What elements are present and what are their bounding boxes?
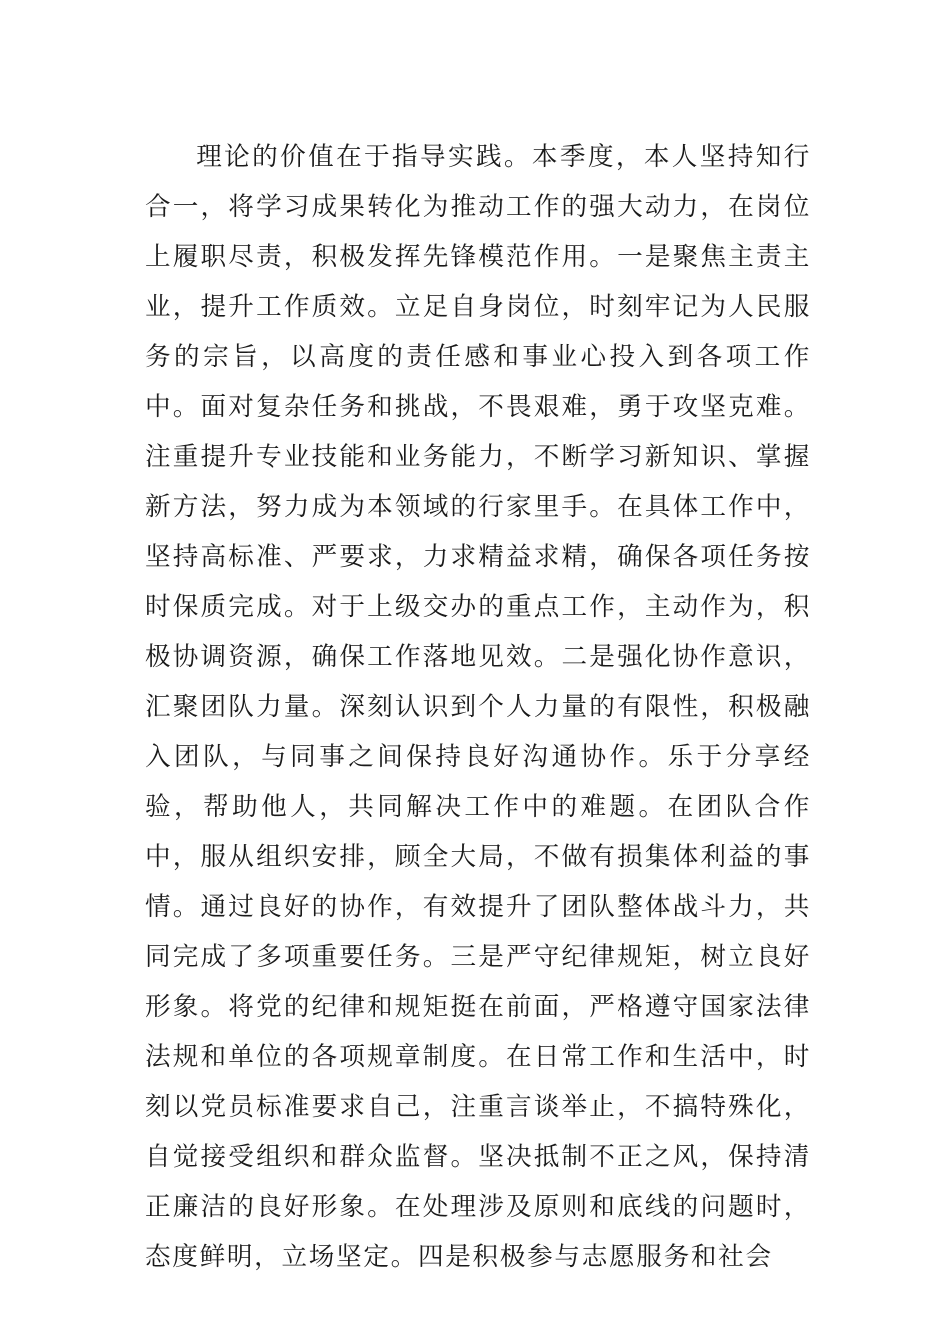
body-paragraph: 理论的价值在于指导实践。本季度，本人坚持知行合一，将学习成果转化为推动工作的强大动力，在岗位上履职尽责，积极发挥先锋模范作用。一是聚焦主责主业，提升工作质效。立足自身岗位，时刻牢记为人民服务的宗旨，以高度的责任感和事业心投入到各项工作中。面对复杂任务和挑战，不畏艰难，勇于攻坚克难。注重提升专业技能和业务能力，不断学习新知识、掌握新方法，努力成为本领域的行家里手。在具体工作中，坚持高标准、严要求，力求精益求精，确保各项任务按时保质完成。对于上级交办的重点工作，主动作为，积极协调资源，确保工作落地见效。二是强化协作意识，汇聚团队力量。深刻认识到个人力量的有限性，积极融入团队，与同事之间保持良好沟通协作。乐于分享经验，帮助他人，共同解决工作中的难题。在团队合作中，服从组织安排，顾全大局，不做有损集体利益的事情。通过良好的协作，有效提升了团队整体战斗力，共同完成了多项重要任务。三是严守纪律规矩，树立良好形象。将党的纪律和规矩挺在前面，严格遵守国家法律法规和单位的各项规章制度。在日常工作和生活中，时刻以党员标准要求自己，注重言谈举止，不搞特殊化，自觉接受组织和群众监督。坚决抵制不正之风，保持清正廉洁的良好形象。在处理涉及原则和底线的问题时，态度鲜明，立场坚定。四是积极参与志愿服务和社会 [145, 142, 811, 1272]
